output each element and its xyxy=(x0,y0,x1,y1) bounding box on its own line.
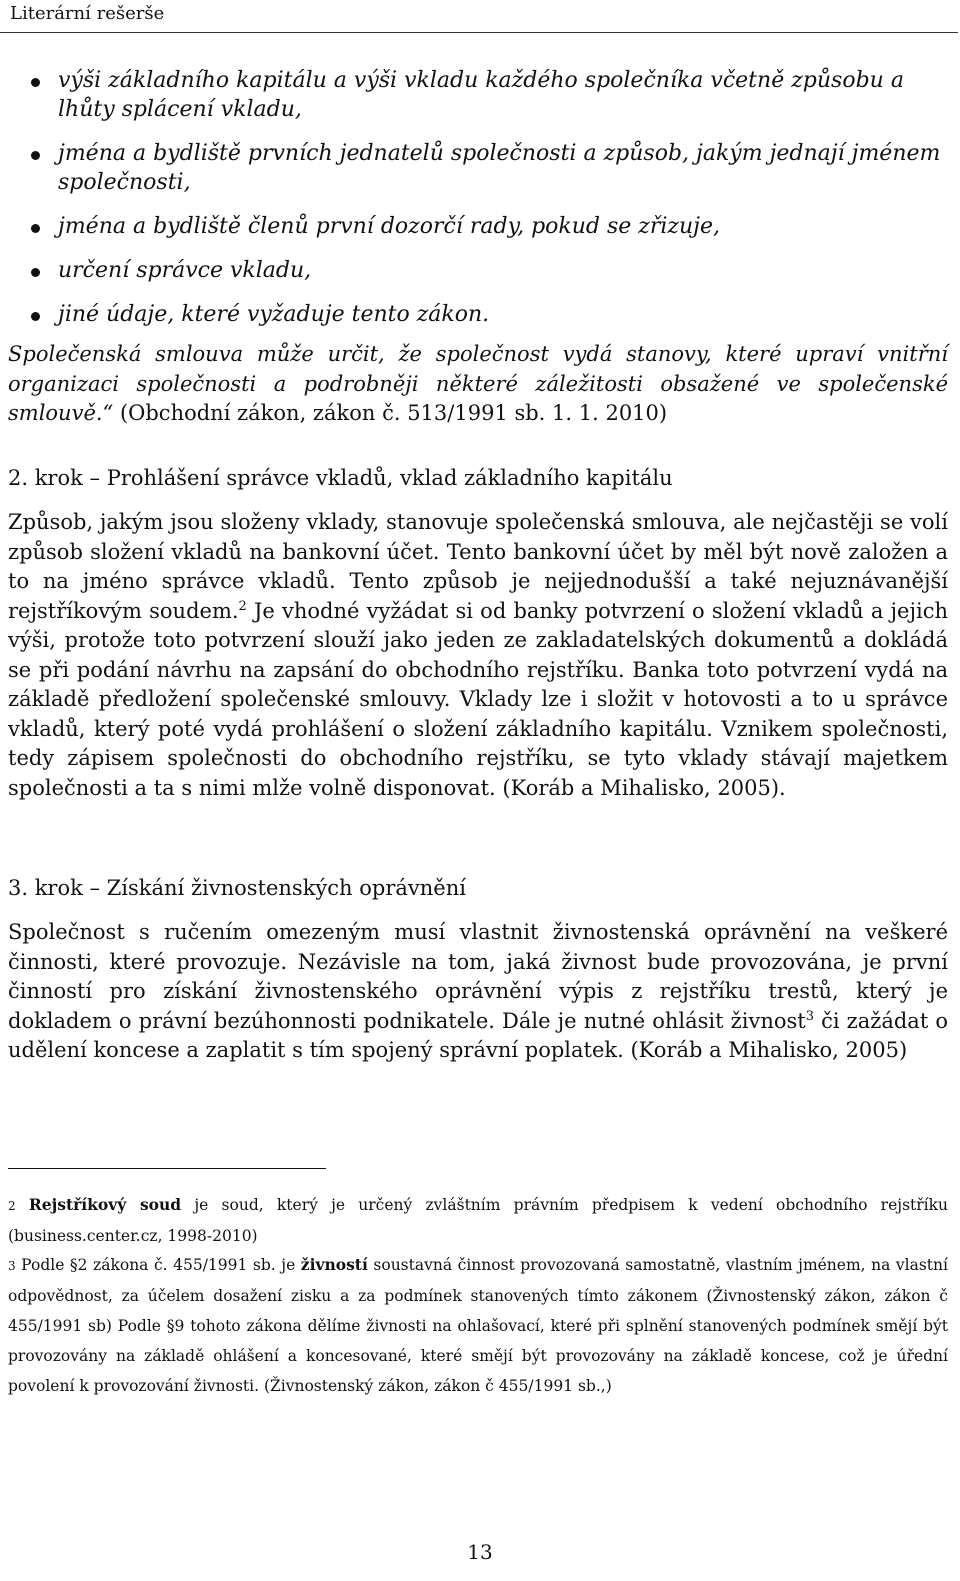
footnote-3-term: živností xyxy=(300,1255,368,1274)
footnote-3-text-b: soustavná činnost provozovaná samostatně, vlastním jménem, na vlastní odpovědnost, za účelem dosažení zisku a za podmínek stanovených tímto zákonem (Živnostenský zákon, zákon č 455/1991 sb) Podle §9 tohoto zákona dělíme živnosti na ohlašovací, které při splnění stanovených podmínek smějí být provozovány na základě ohlášení a koncesované, které smějí být provozovány na základě koncese, což je úřední povolení k provozování živnosti. (Živnostenský zákon, zákon č 455/1991 sb.,) xyxy=(8,1256,948,1395)
requirements-list xyxy=(58,66,948,344)
footnote-divider xyxy=(8,1168,326,1169)
intro-citation: (Obchodní zákon, zákon č. 513/1991 sb. 1. 1. 2010) xyxy=(113,401,668,425)
footnote-2-text: je soud, který je určený zvláštním právním předpisem k vedení obchodního rejstříku (business.center.cz, 1998-2010) xyxy=(8,1196,948,1245)
step3-text-a: Společnost s ručením omezeným musí vlastnit živnostenská oprávnění na veškeré činnosti, které provozuje. Nezávisle na tom, jaká živnost bude provozována, je první činností pro získání živnostenského oprávnění výpis z rejstříku trestů, který je dokladem o právní bezúhonnosti podnikatele. Dále je nutné ohlásit živnost xyxy=(8,920,948,1033)
step3-paragraph xyxy=(8,918,948,1066)
list-item: jiné údaje, které vyžaduje tento zákon. xyxy=(58,300,948,329)
list-item: výši základního kapitálu a výši vkladu každého společníka včetně způsobu a lhůty splácení vkladu, xyxy=(58,66,948,124)
step3-heading: 3. krok – Získání živnostenských oprávnění xyxy=(8,876,466,900)
step2-text-a: Způsob, jakým jsou složeny vklady, stanovuje společenská smlouva, ale nejčastěji se volí způsob složení vkladů na bankovní účet. Tento bankovní účet by měl být nově založen a to na jméno správce vkladů. Tento způsob je nejjednodušší a také nejuznávanější rejstříkovým soudem. xyxy=(8,510,948,623)
running-header-title: Literární rešerše xyxy=(10,3,165,24)
step3-text-b: či zažádat o udělení koncese a zaplatit s tím spojený správní poplatek. (Koráb a Mihalisko, 2005) xyxy=(8,1008,949,1062)
footnote-2-number: 2 xyxy=(8,1199,16,1213)
running-header xyxy=(0,0,958,33)
list-item: jména a bydliště členů první dozorčí rady, pokud se zřizuje, xyxy=(58,212,948,241)
footnote-3-number: 3 xyxy=(8,1259,16,1273)
page-number: 13 xyxy=(467,1540,493,1564)
footnote-2-term: Rejstříkový soud xyxy=(28,1195,182,1214)
step2-heading: 2. krok – Prohlášení správce vkladů, vklad základního kapitálu xyxy=(8,466,673,490)
footnote-3-text-a: Podle §2 zákona č. 455/1991 sb. je xyxy=(15,1256,301,1274)
footnote-ref-2: 2 xyxy=(238,598,247,614)
list-item: jména a bydliště prvních jednatelů společnosti a způsob, jakým jednají jménem společnosti, xyxy=(58,139,948,197)
list-item: určení správce vkladu, xyxy=(58,256,948,285)
footnote-ref-3: 3 xyxy=(805,1008,814,1024)
footnote-2 xyxy=(8,1190,948,1251)
intro-quote: Společenská smlouva může určit, že společnost vydá stanovy, které upraví vnitřní organizaci společnosti a podrobněji některé záležitosti obsažené ve společenské smlouvě.“ xyxy=(8,342,948,425)
intro-paragraph xyxy=(8,340,948,429)
step2-paragraph xyxy=(8,508,948,803)
footnote-3 xyxy=(8,1250,948,1401)
step2-text-b: Je vhodné vyžádat si od banky potvrzení o složení vkladů a jejich výši, protože toto potvrzení slouží jako jeden ze zakladatelských dokumentů a dokládá se při podání návrhu na zapsání do obchodního rejstříku. Banka toto potvrzení vydá na základě předložení společenské smlouvy. Vklady lze i složit v hotovosti a to u správce vkladů, který poté vydá prohlášení o složení základního kapitálu. Vznikem společnosti, tedy zápisem společnosti do obchodního rejstříku, se tyto vklady stávají majetkem společnosti a ta s nimi mlže volně disponovat. (Koráb a Mihalisko, 2005). xyxy=(8,598,948,800)
